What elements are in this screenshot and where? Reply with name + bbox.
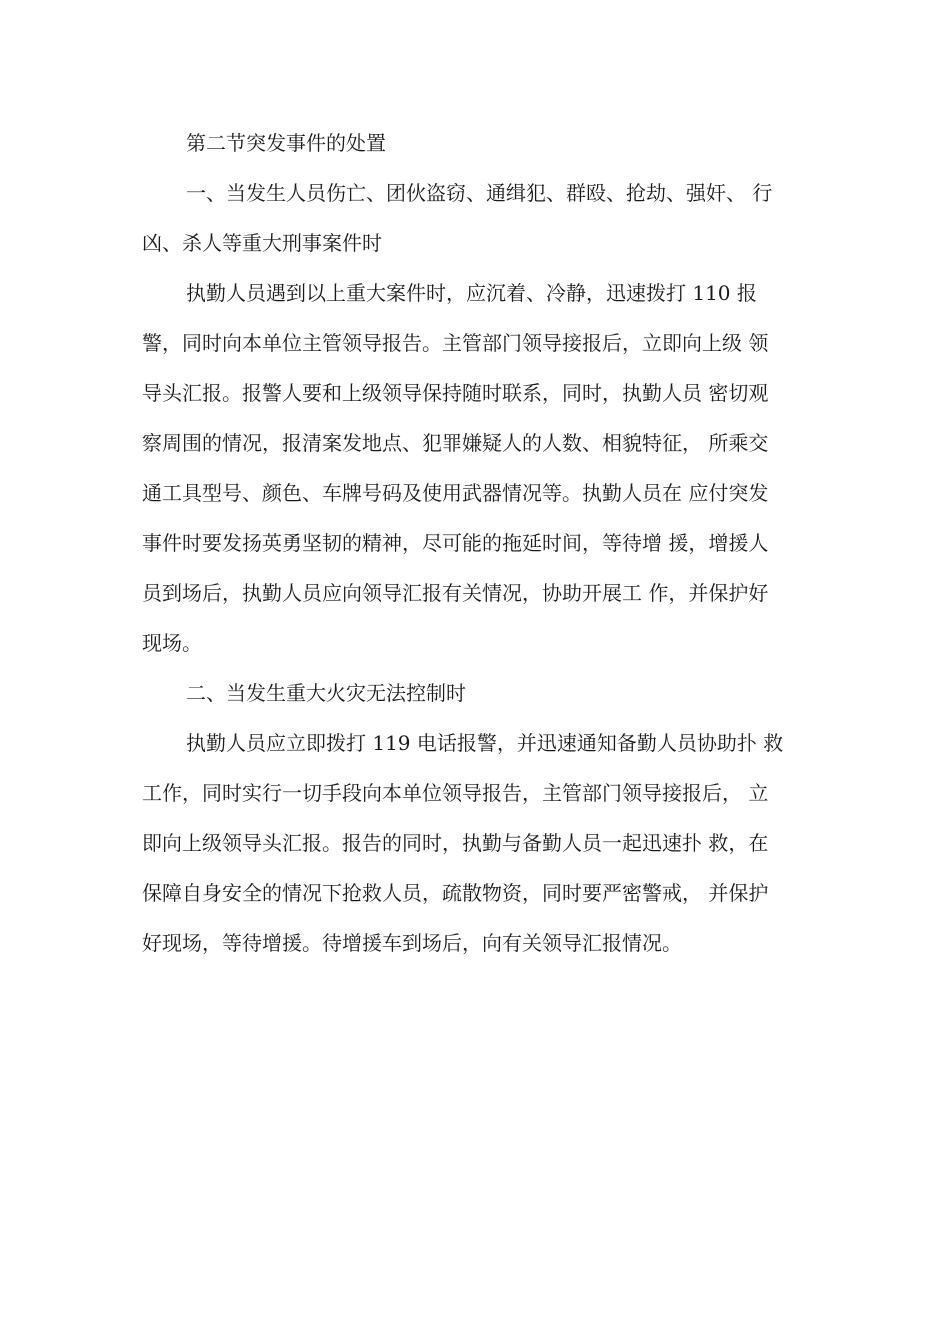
section2-body-line: 即向上级领导头汇报。报告的同时，执勤与备勤人员一起迅速扑 救，在 xyxy=(142,831,769,855)
section1-body-line: 现场。 xyxy=(142,631,202,655)
section1-body-line: 通工具型号、颜色、车牌号码及使用武器情况等。执勤人员在 应付突发 xyxy=(142,481,769,505)
section2-title: 二、当发生重大火灾无法控制时 xyxy=(186,681,466,705)
section-heading: 第二节突发事件的处置 xyxy=(186,131,386,155)
section2-body-line: 执勤人员应立即拨打 119 电话报警，并迅速通知备勤人员协助扑 救 xyxy=(186,731,784,755)
section1-body-line: 员到场后，执勤人员应向领导汇报有关情况，协助开展工 作，并保护好 xyxy=(142,581,769,605)
section2-body-line: 工作，同时实行一切手段向本单位领导报告，主管部门领导接报后， 立 xyxy=(142,781,769,805)
section2-body-line: 好现场，等待增援。待增援车到场后，向有关领导汇报情况。 xyxy=(142,931,682,955)
document-page xyxy=(142,118,818,968)
section1-body-line: 事件时要发扬英勇坚韧的精神，尽可能的拖延时间，等待增 援，增援人 xyxy=(142,531,769,555)
section1-body-line: 导头汇报。报警人要和上级领导保持随时联系，同时，执勤人员 密切观 xyxy=(142,381,769,405)
section2-body-line: 保障自身安全的情况下抢救人员，疏散物资，同时要严密警戒， 并保护 xyxy=(142,881,769,905)
section1-title-line1: 一、当发生人员伤亡、团伙盗窃、通缉犯、群殴、抢劫、强奸、 行 xyxy=(186,181,773,205)
section1-body-line: 察周围的情况，报清案发地点、犯罪嫌疑人的人数、相貌特征， 所乘交 xyxy=(142,431,769,455)
section1-body-line: 警，同时向本单位主管领导报告。主管部门领导接报后，立即向上级 领 xyxy=(142,331,769,355)
section1-body-line: 执勤人员遇到以上重大案件时，应沉着、冷静，迅速拨打 110 报 xyxy=(186,281,757,305)
section1-title-line2: 凶、杀人等重大刑事案件时 xyxy=(142,231,382,255)
